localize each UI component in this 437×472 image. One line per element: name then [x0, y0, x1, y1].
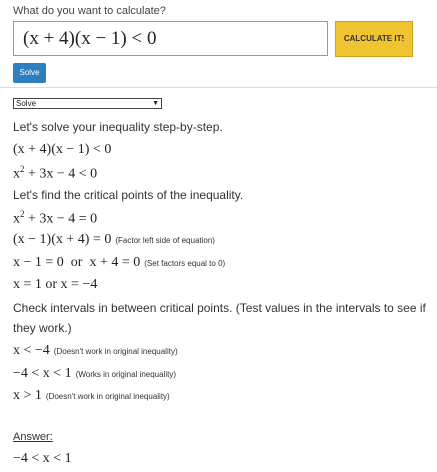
eq5-note: (Set factors equal to 0)	[144, 259, 226, 268]
step-equation-5	[13, 255, 225, 271]
eq2-exponent: 2	[20, 164, 25, 174]
solve-mode-select[interactable]	[13, 98, 162, 109]
answer-value: −4 < x < 1	[13, 451, 72, 466]
interval-1-expression: x < −4	[13, 343, 50, 358]
interval-3-expression: x > 1	[13, 388, 42, 403]
critical-points-text: Let's find the critical points of the inequality.	[13, 188, 244, 202]
check-intervals-text-2: they work.)	[13, 321, 72, 335]
step-equation-6: x = 1 or x = −4	[13, 277, 98, 292]
interval-2-expression: −4 < x < 1	[13, 366, 72, 381]
eq2-base: x	[13, 166, 20, 182]
check-intervals-text-1: Check intervals in between critical points. (Test values in the intervals to see if	[13, 301, 426, 315]
interval-1	[13, 343, 178, 359]
eq4-expression: (x − 1)(x + 4) = 0	[13, 232, 112, 247]
calculate-button[interactable]: CALCULATE IT!	[335, 21, 413, 57]
eq3-rest: + 3x − 4 = 0	[24, 211, 98, 227]
interval-2	[13, 366, 176, 382]
select-value: Solve	[16, 99, 37, 108]
interval-1-note: (Doesn't work in original inequality)	[53, 347, 178, 356]
divider	[0, 87, 437, 88]
step-equation-3	[13, 209, 97, 228]
chevron-down-icon: ▼	[152, 100, 159, 107]
eq3-base: x	[13, 211, 20, 227]
interval-3	[13, 388, 170, 404]
interval-2-note: (Works in original inequality)	[75, 370, 177, 379]
eq2-rest: + 3x − 4 < 0	[24, 166, 98, 182]
expression-input[interactable]: (x + 4)(x − 1) < 0	[13, 21, 328, 56]
intro-text: Let's solve your inequality step-by-step.	[13, 120, 223, 134]
eq5-expression: x − 1 = 0 or x + 4 = 0	[13, 255, 141, 270]
eq4-note: (Factor left side of equation)	[115, 236, 215, 245]
step-equation-1: (x + 4)(x − 1) < 0	[13, 142, 112, 157]
prompt-label: What do you want to calculate?	[13, 5, 166, 17]
interval-3-note: (Doesn't work in original inequality)	[45, 392, 170, 401]
eq3-exponent: 2	[20, 209, 25, 219]
answer-label: Answer:	[13, 431, 53, 443]
step-equation-4	[13, 232, 215, 248]
step-equation-2	[13, 164, 97, 183]
solve-button[interactable]: Solve	[13, 63, 46, 83]
